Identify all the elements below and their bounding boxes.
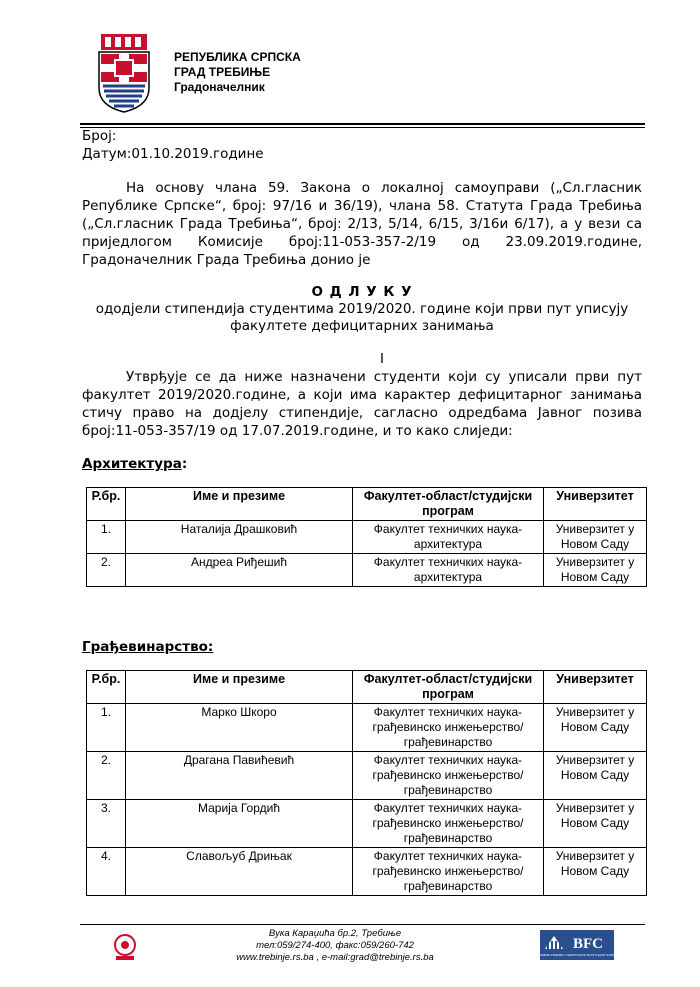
document-number: Број: [82, 128, 117, 144]
footer-contact [200, 928, 470, 964]
decision-subtitle-line1: ододјели стипендија студентима 2019/2020. године који први пут уписују [95, 301, 629, 317]
header-name: Име и презиме [126, 488, 353, 521]
header-university: Универзитет [544, 488, 647, 521]
table-header-row [87, 488, 647, 521]
row-university: Универзитет у Новом Саду [544, 554, 647, 587]
header-divider-thin [80, 127, 645, 128]
preamble-paragraph: На основу члана 59. Закона о локалној самоуправи („Сл.гласник Републике Српске“, број: 97/16 и 36/19), члана 58. Статута Града Требиња („Сл.гласник Града Требиња“, број: 2/13, 5/14, 6/15, 3/16и 6/17), а у вези са приједлогом Комисије број:11-053-357-2/19 од 23.09.2019.године, Градоначелник Града Требиња донио је [82, 180, 642, 268]
footer-divider [80, 924, 645, 925]
header-line-mayor: Градоначелник [174, 80, 265, 94]
header-name: Име и презиме [126, 671, 353, 704]
footer-address: Вука Караџића бр.2, Требиње [268, 928, 402, 939]
table-row [87, 752, 647, 800]
row-faculty: Факултет техничких наука-грађевинско инжењерство/грађевинарство [353, 704, 544, 752]
row-faculty: Факултет техничких наука-архитектура [353, 554, 544, 587]
row-name: Марко Шкоро [126, 704, 353, 752]
header-university: Универзитет [544, 671, 647, 704]
row-num: 3. [87, 800, 126, 848]
row-num: 2. [87, 554, 126, 587]
row-name: Наталија Драшковић [126, 521, 353, 554]
section-paragraph: Утврђује се да ниже назначени студенти који су уписали први пут факултет 2019/2020.године, а који има карактер дефицитарног занимања стичу право на додјелу стипендије, сагласно одредбама Јавног позива број:11-053-357/19 од 17.07.2019.године, и то како слиједи: [82, 369, 642, 439]
row-university: Универзитет у Новом Саду [544, 848, 647, 896]
header-num: Р.бр. [87, 671, 126, 704]
table-row [87, 848, 647, 896]
row-num: 1. [87, 521, 126, 554]
footer-phone: тел:059/274-400, факс:059/260-742 [256, 940, 414, 951]
header-line-city: ГРАД ТРЕБИЊЕ [174, 65, 271, 79]
bfc-logo-icon [534, 930, 620, 960]
row-name: Славољуб Дрињак [126, 848, 353, 896]
bfc-logo-subtext: BUSINESS FRIENDLY CERTIFICATE SOUTH EAST EUROPE [534, 953, 620, 957]
document-date: Датум:01.10.2019.године [82, 146, 264, 162]
architecture-heading [82, 455, 187, 473]
architecture-table [86, 487, 647, 587]
bfc-logo-text: BFC [573, 936, 603, 952]
table-row [87, 704, 647, 752]
row-name: Драгана Павићевић [126, 752, 353, 800]
issuer-header [174, 50, 301, 95]
row-faculty: Факултет техничких наука-грађевинско инжењерство/грађевинарство [353, 800, 544, 848]
row-name: Андреа Риђешић [126, 554, 353, 587]
header-num: Р.бр. [87, 488, 126, 521]
header-faculty: Факултет-област/студијски програм [353, 671, 544, 704]
construction-heading: Грађевинарство: [82, 639, 214, 655]
decision-subtitle-line2: факултете дефицитарних занимања [230, 318, 494, 334]
row-university: Универзитет у Новом Саду [544, 521, 647, 554]
section-number: I [380, 351, 384, 367]
header-faculty: Факултет-област/студијски програм [353, 488, 544, 521]
row-university: Универзитет у Новом Саду [544, 704, 647, 752]
municipal-emblem-icon [112, 933, 138, 961]
architecture-heading-colon: : [181, 456, 188, 472]
footer-web[interactable]: www.trebinje.rs.ba , e-mail:grad@trebinje.rs.ba [236, 952, 434, 963]
row-num: 4. [87, 848, 126, 896]
row-faculty: Факултет техничких наука-грађевинско инжењерство/грађевинарство [353, 848, 544, 896]
row-faculty: Факултет техничких наука-грађевинско инжењерство/грађевинарство [353, 752, 544, 800]
row-num: 1. [87, 704, 126, 752]
coat-of-arms-icon [95, 30, 153, 114]
table-row [87, 521, 647, 554]
table-header-row [87, 671, 647, 704]
architecture-heading-text: Архитектура [82, 456, 182, 472]
row-faculty: Факултет техничких наука-архитектура [353, 521, 544, 554]
row-num: 2. [87, 752, 126, 800]
header-line-republic: РЕПУБЛИКА СРПСКА [174, 50, 301, 64]
row-university: Универзитет у Новом Саду [544, 800, 647, 848]
table-row [87, 554, 647, 587]
row-name: Марија Гордић [126, 800, 353, 848]
table-row [87, 800, 647, 848]
bfc-certificate-logo [534, 930, 620, 960]
construction-table [86, 670, 647, 896]
decision-title: О Д Л У К У [311, 284, 413, 300]
row-university: Универзитет у Новом Саду [544, 752, 647, 800]
header-divider [80, 123, 645, 125]
